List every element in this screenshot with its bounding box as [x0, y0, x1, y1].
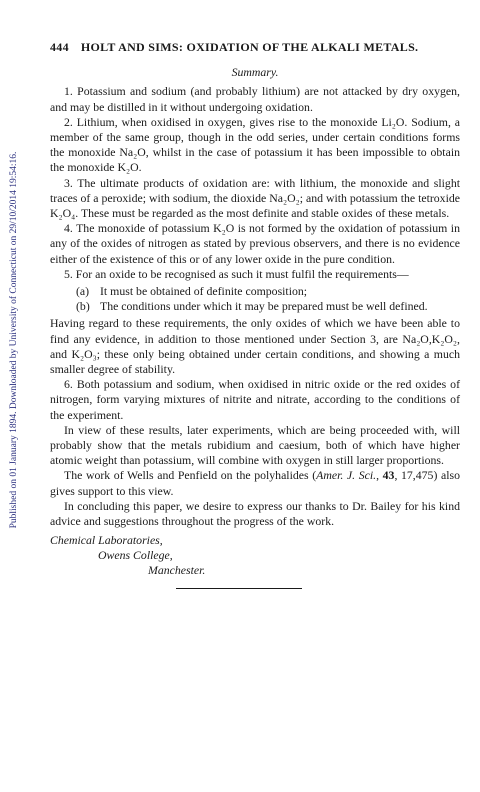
- paragraph-5-continued: Having regard to these requirements, the only oxides of which we have been able to find any evidence, in addition to those mentioned under Section 3, are Na₂O,K₂O₂, and K₂O₃; these only being obtained under certain conditions, and showing a much smaller degree of stability.: [50, 316, 460, 377]
- list-item: [76, 299, 460, 314]
- affiliation-line-3: Manchester.: [148, 563, 206, 578]
- paragraph-2: 2. Lithium, when oxidised in oxygen, gives rise to the monoxide Li₂O. Sodium, a member of the same group, though in the odd series, under certain conditions forms the monoxide Na₂O, whilst in the case of potassium it has been impossible to obtain the monoxide K₂O.: [50, 114, 460, 175]
- list-item: [76, 284, 460, 299]
- paragraph-8-end: , 17,475) also gives support to this view.: [50, 468, 460, 498]
- list-item-text: The conditions under which it may be prepared must be well defined.: [100, 299, 428, 314]
- summary-heading: Summary.: [231, 65, 279, 80]
- journal-citation: Amer. J. Sci.: [316, 468, 377, 483]
- list-item-label: (a): [76, 284, 90, 299]
- paragraph-3: 3. The ultimate products of oxidation are: with lithium, the monoxide and slight traces of a peroxide; with sodium, the dioxide Na₂O₂; and with potassium the tetroxide K₂O₄. These must be regarded as the most definite and stable oxides of these metals.: [50, 175, 460, 221]
- paragraph-6: 6. Both potassium and sodium, when oxidised in nitric oxide or the red oxides of nitrogen, form varying mixtures of nitrite and nitrate, according to the conditions of the experiment.: [50, 377, 460, 422]
- running-title: HOLT AND SIMS: OXIDATION OF THE ALKALI METALS.: [80, 40, 419, 54]
- requirements-list: [76, 284, 460, 314]
- affiliation-line-1: Chemical Laboratories,: [50, 533, 163, 548]
- paragraph-4: 4. The monoxide of potassium K₂O is not formed by the oxidation of potassium in any of the oxides of nitrogen as stated by previous observers, and there is no evidence either of the existence of this or of any lower oxide in the pure condition.: [50, 221, 460, 266]
- list-item-label: (b): [76, 299, 90, 314]
- paper-page: [50, 40, 460, 589]
- download-watermark: [7, 60, 21, 620]
- paragraph-1: 1. Potassium and sodium (and probably lithium) are not attacked by dry oxygen, and may be distilled in it without undergoing oxidation.: [50, 84, 460, 114]
- list-item-text: It must be obtained of definite composition;: [100, 284, 308, 299]
- journal-volume: 43: [382, 468, 395, 483]
- paragraph-8: [50, 468, 460, 498]
- page-number: 444: [50, 40, 69, 54]
- paragraph-9: In concluding this paper, we desire to express our thanks to Dr. Bailey for his kind advice and suggestions throughout the progress of the work.: [50, 498, 460, 529]
- paragraph-7: In view of these results, later experiments, which are being proceeded with, will probably show that the metals rubidium and caesium, both of which have higher atomic weight than potassium, will combine with oxygen in still larger proportions.: [50, 422, 460, 468]
- end-rule: [176, 588, 302, 589]
- paragraph-8-sep: ,: [376, 468, 383, 483]
- affiliation-block: [50, 533, 460, 578]
- paragraph-8-start: The work of Wells and Penfield on the polyhalides (: [64, 468, 317, 483]
- paragraph-5: 5. For an oxide to be recognised as such it must fulfil the requirements—: [64, 266, 409, 281]
- affiliation-line-2: Owens College,: [98, 548, 173, 563]
- running-header: [50, 40, 460, 55]
- download-watermark-text: Published on 01 January 1894. Downloaded by University of Connecticut on 29/10/2014 19:54:16.: [9, 151, 19, 529]
